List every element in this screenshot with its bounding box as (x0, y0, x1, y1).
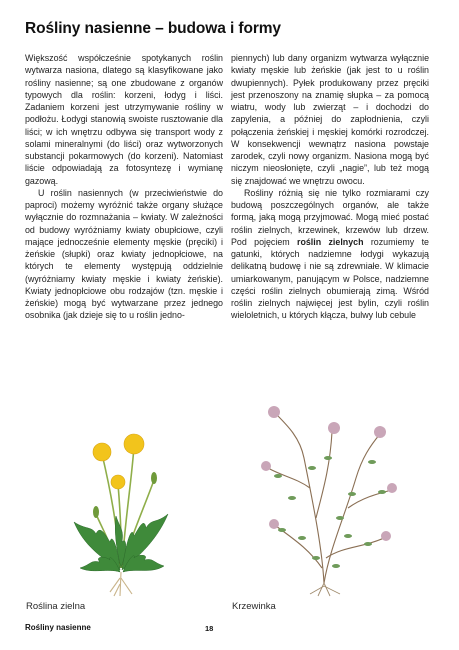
paragraph: U roślin nasiennych (w przeciwieństwie do paproci) możemy wyróżnić także organy służące wyłącznie do rozmnażania – kwiaty. W zależności od budowy wyróżniamy kwiaty obupłciowe, czyli mające jednocześnie elementy męskie (pręciki) i żeńskie (słupki) oraz kwiaty jednopłciowe, na których te elementy występują oddzielnie (wyróżniamy kwiaty męskie i kwiaty żeńskie). Kwiaty jednopłciowe obu rodzajów (tzn. męskie i żeńskie) mogą być wytwarzane przez jednego osobnika (jak dzieje się to u roślin jedno- (25, 187, 223, 321)
bold-term: roślin zielnych (296, 236, 364, 247)
text-column-right (231, 52, 429, 322)
paragraph-text: rozumiemy te gatunki, których nadziemne łodygi wykazują delikatną budowę i nie są zdrewniałe. W klimacie umiarkowanym, panującym w Polsce, nadziemne części roślin zielnych obumierają zimą. Wśród roślin zielnych najwięcej jest bylin, czyli roślin wieloletnich, u których kłącza, bulwy lub cebule (231, 236, 429, 321)
dandelion-illustration (62, 418, 182, 598)
figure-caption-right: Krzewinka (232, 601, 276, 612)
paragraph: Większość współcześnie spotykanych roślin wytwarza nasiona, dlatego są klasyfikowane jako rośliny nasienne; są one zbudowane z organów typowych dla roślin: korzeni, łodyg i liści. Zadaniem korzeni jest utrzymywanie rośliny w podłożu. Łodygi stanowią swoiste rusztowanie dla liści; w ich wnętrzu odbywa się transport wody z solami mineralnymi (do liści) oraz wytworzonych substancji pokarmowych (do korzeni). Natomiast liście odpowiadają za fotosyntezę i wymianę gazową. (25, 53, 223, 186)
paragraph (231, 187, 429, 322)
page-number: 18 (205, 624, 214, 633)
paragraph: piennych) lub dany organizm wytwarza wyłącznie kwiaty męskie lub żeńskie (jak jest to u roślin dwupiennych). Pyłek produkowany przez pręciki jest przenoszony na znamię słupka – za pomocą wiatru, wody lub zwierząt – i dochodzi do zapylenia, a później do zapłodnienia, czyli połączenia żeńskiej i męskiej komórki rozrodczej. W konsekwencji wewnątrz nasiona powstaje zarodek, czyli nowy organizm. Nasiona mogą być niczym nieosłonięte, czyli „nagie”, lub też mogą się znajdować we wnętrzu owocu. (231, 53, 429, 186)
paragraph-text: Rośliny różnią się nie tylko rozmiarami czy budową poszczególnych organów, ale także formą, jaką mogą przyjmować. Mogą mieć postać roślin zielnych, krzewinek, krzewów lub drzew. Pod pojęciem (231, 187, 429, 247)
page-title: Rośliny nasienne – budowa i formy (25, 20, 281, 37)
figure-caption-left: Roślina zielna (26, 601, 86, 612)
thyme-illustration (252, 398, 402, 598)
text-column-left (25, 52, 223, 322)
footer-section-title: Rośliny nasienne (25, 623, 91, 632)
